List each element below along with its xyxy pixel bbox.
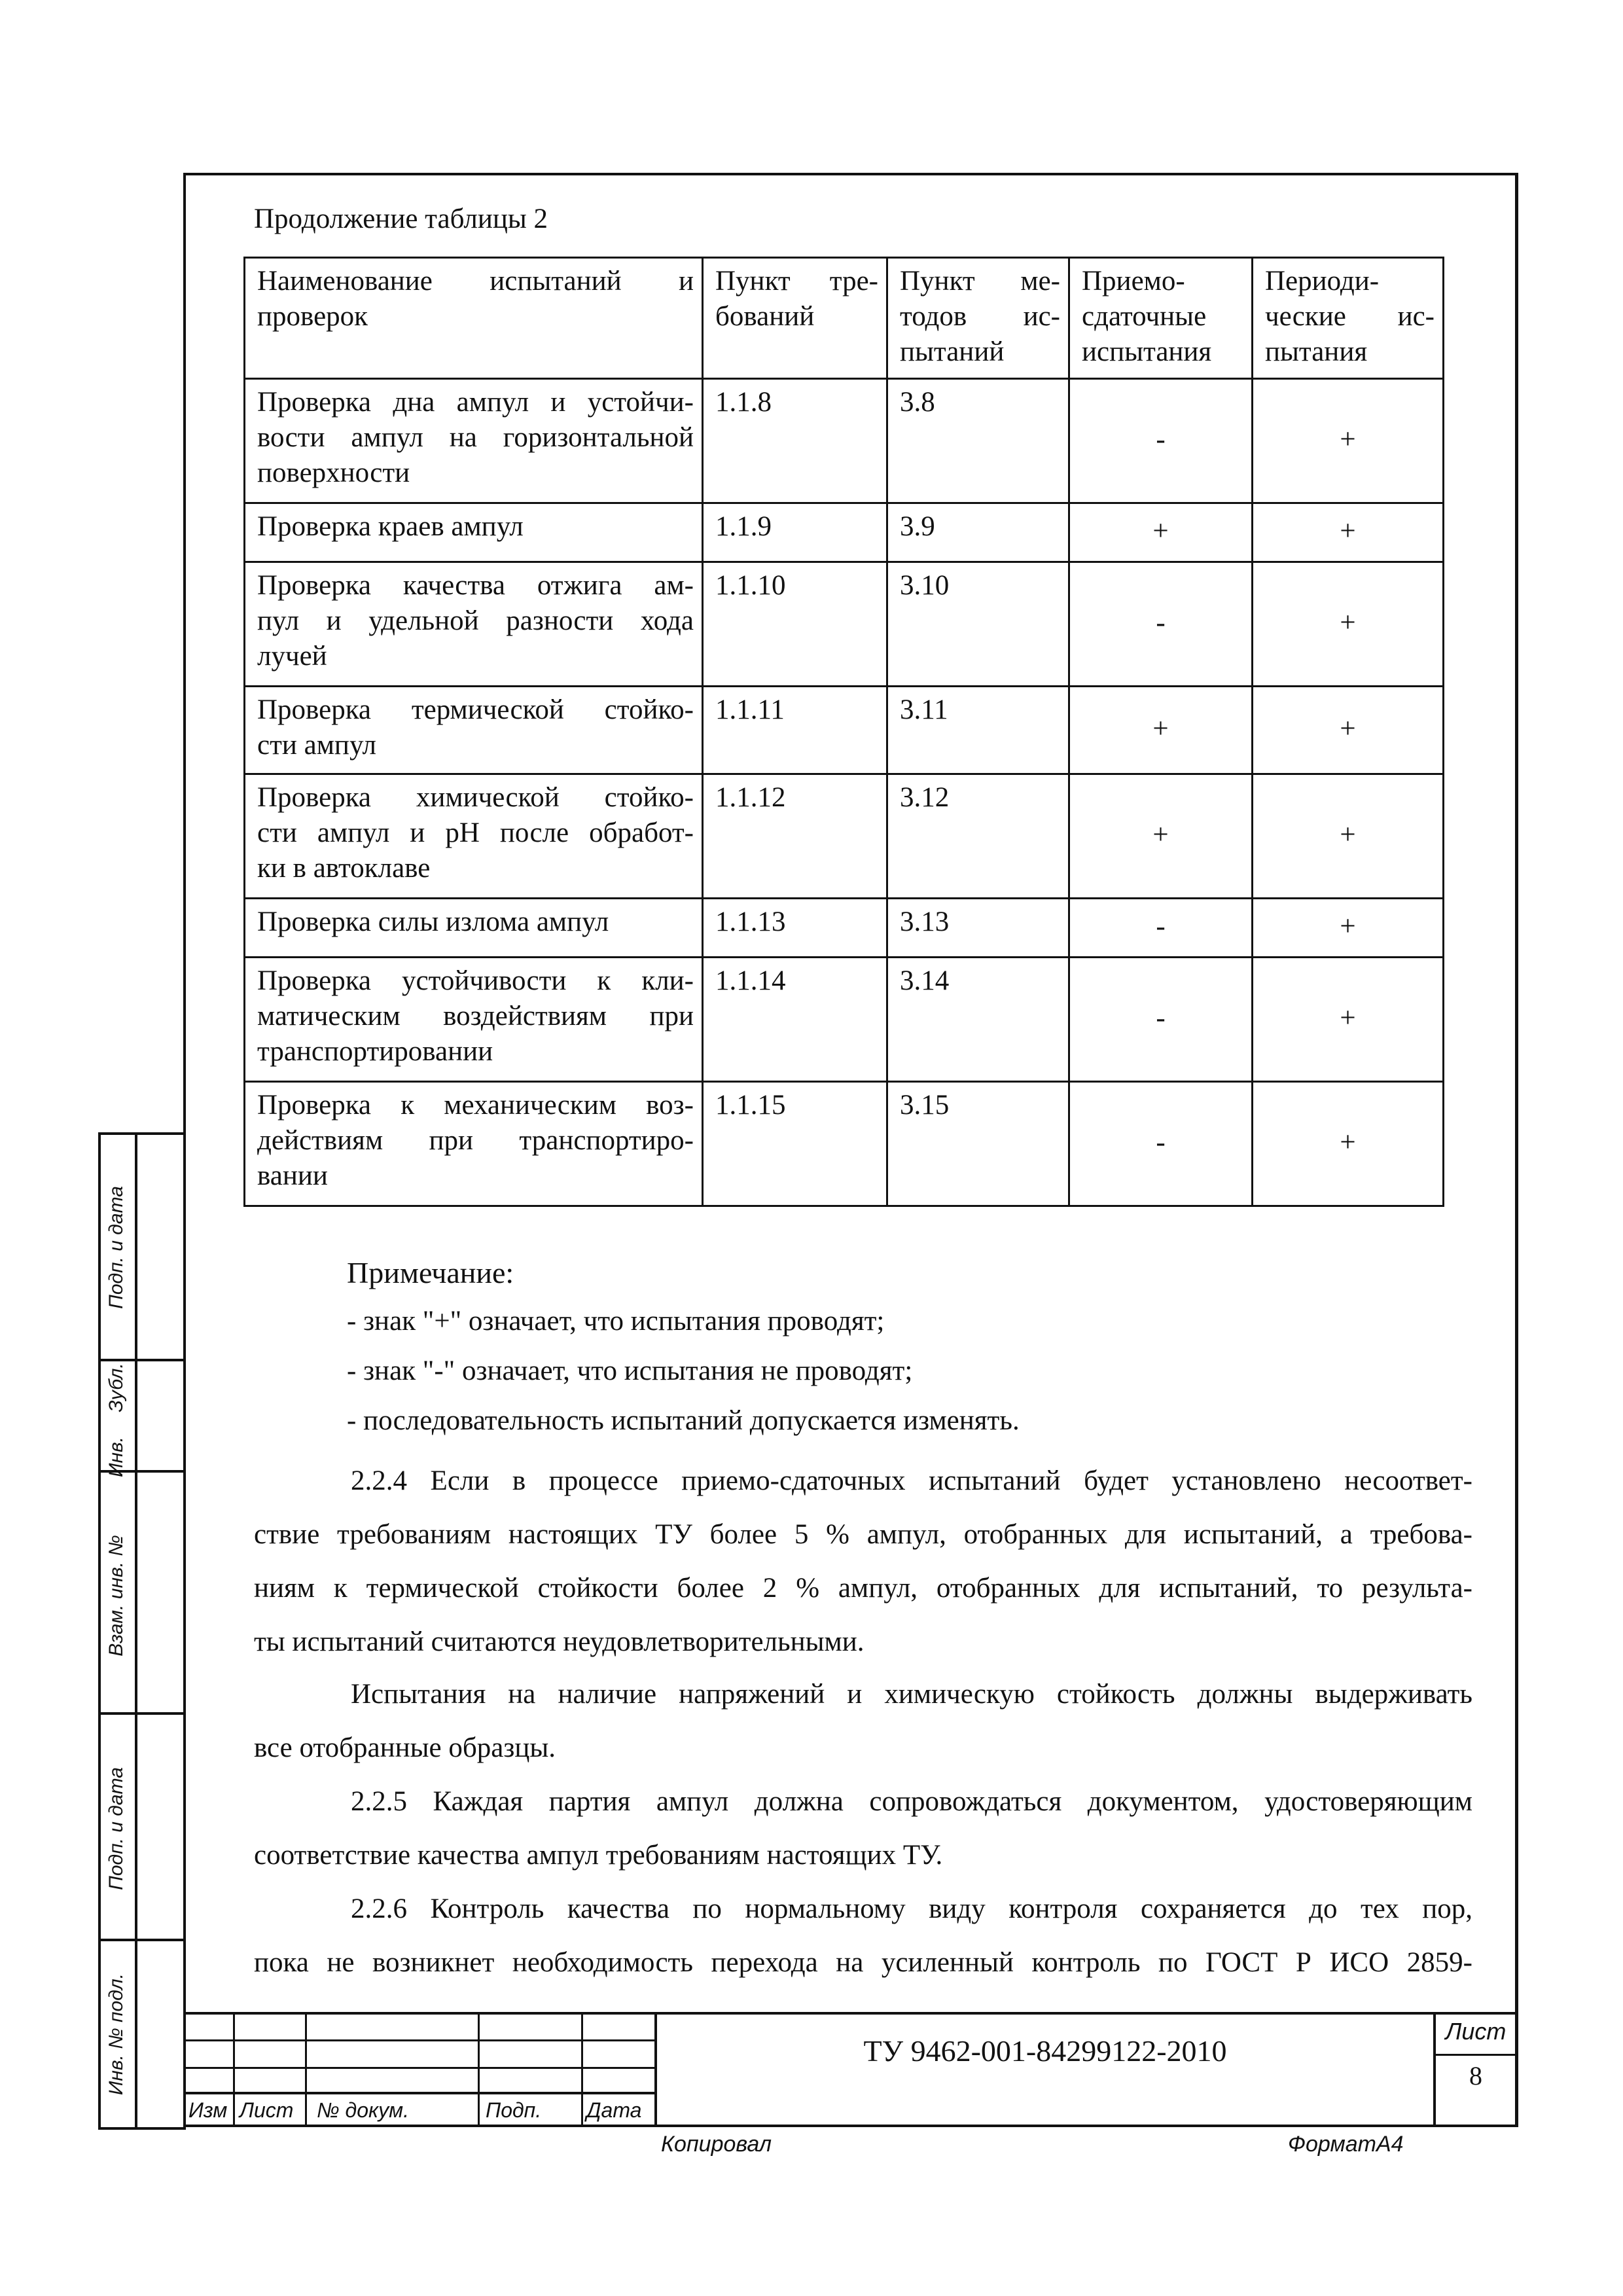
- cell-test-name: [245, 687, 703, 774]
- cell-line: матическим воздействиям при: [257, 1001, 694, 1031]
- cell-line: действиям при транспортиро-: [257, 1125, 694, 1156]
- cell-line: Проверка к механическим воз-: [257, 1090, 694, 1121]
- header-method: [887, 258, 1069, 379]
- para-line: ты испытаний считаются неудовлетворительными.: [254, 1626, 865, 1657]
- paragraph-2-2-6: [254, 1892, 1472, 1999]
- header-line: тодов ис-: [900, 301, 1060, 332]
- para-line: пока не возникнет необходимость перехода на усиленный контроль по ГОСТ Р ИСО 2859-: [254, 1947, 1472, 1978]
- col-label-sign: Подп.: [486, 2098, 542, 2122]
- cell-requirement: 1.1.15: [703, 1082, 887, 1206]
- table-caption: Продолжение таблицы 2: [254, 204, 548, 234]
- header-line: испытания: [1082, 336, 1212, 367]
- stamp-dubl: Зубл.: [105, 1363, 127, 1412]
- cell-requirement: 1.1.13: [703, 899, 887, 958]
- cell-requirement: 1.1.8: [703, 379, 887, 503]
- para-line: 2.2.6 Контроль качества по нормальному виду контроля сохраняется до тех пор,: [351, 1893, 1472, 1924]
- header-line: Наименование испытаний и: [257, 266, 694, 296]
- table-row: [245, 774, 1444, 899]
- header-line: Пункт тре-: [715, 266, 878, 296]
- header-line: Приемо-: [1082, 266, 1185, 296]
- cell-method: 3.9: [887, 503, 1069, 562]
- note-item: - знак "-" означает, что испытания не проводят;: [347, 1355, 913, 1386]
- table-row: [245, 562, 1444, 687]
- requirements-table: [243, 257, 1444, 1207]
- paragraph-2-2-5: [254, 1784, 1472, 1892]
- header-acceptance: [1069, 258, 1253, 379]
- cell-acceptance: -: [1069, 379, 1253, 503]
- stamp-sign-date-1: Подп. и дата: [105, 1186, 127, 1309]
- cell-acceptance: -: [1069, 958, 1253, 1082]
- cell-periodic: +: [1253, 562, 1444, 687]
- cell-method: 3.8: [887, 379, 1069, 503]
- cell-line: транспортировании: [257, 1036, 493, 1067]
- cell-line: вости ампул на горизонтальной: [257, 422, 694, 453]
- footer-format: ФорматА4: [1288, 2132, 1404, 2157]
- cell-requirement: 1.1.11: [703, 687, 887, 774]
- cell-requirement: 1.1.9: [703, 503, 887, 562]
- cell-acceptance: -: [1069, 899, 1253, 958]
- cell-acceptance: +: [1069, 503, 1253, 562]
- cell-line: вании: [257, 1160, 328, 1191]
- cell-method: 3.13: [887, 899, 1069, 958]
- para-line: 2.2.4 Если в процессе приемо-сдаточных испытаний будет установлено несоответ-: [351, 1465, 1472, 1496]
- cell-acceptance: -: [1069, 562, 1253, 687]
- header-periodic: [1253, 258, 1444, 379]
- cell-line: Проверка устойчивости к кли-: [257, 965, 694, 996]
- para-line: соответствие качества ампул требованиям настоящих ТУ.: [254, 1840, 943, 1871]
- para-line: 2.2.5 Каждая партия ампул должна сопровождаться документом, удостоверяющим: [351, 1786, 1472, 1817]
- cell-line: Проверка краев ампул: [257, 511, 524, 542]
- stamp-inv: Инв.: [105, 1437, 127, 1477]
- note-block: [347, 1255, 1459, 1439]
- para-line: ствие требованиям настоящих ТУ более 5 % ампул, отобранных для испытаний, а требова-: [254, 1519, 1472, 1550]
- cell-periodic: +: [1253, 899, 1444, 958]
- header-line: сдаточные: [1082, 301, 1207, 332]
- paragraph-2-2-4: [254, 1463, 1472, 1678]
- cell-line: поверхности: [257, 457, 410, 488]
- cell-periodic: +: [1253, 774, 1444, 899]
- cell-test-name: [245, 503, 703, 562]
- cell-line: сти ампул: [257, 730, 377, 761]
- cell-test-name: [245, 958, 703, 1082]
- table-row: [245, 899, 1444, 958]
- header-line: пытаний: [900, 336, 1005, 367]
- header-line: бований: [715, 301, 815, 332]
- sheet-number: 8: [1469, 2061, 1482, 2090]
- table-header-row: [245, 258, 1444, 379]
- cell-acceptance: +: [1069, 774, 1253, 899]
- cell-requirement: 1.1.14: [703, 958, 887, 1082]
- sheet-label: Лист: [1445, 2018, 1507, 2045]
- para-line: Испытания на наличие напряжений и химическую стойкость должны выдерживать: [351, 1679, 1472, 1710]
- cell-periodic: +: [1253, 687, 1444, 774]
- cell-acceptance: -: [1069, 1082, 1253, 1206]
- header-name: [245, 258, 703, 379]
- stamp-sign-date-2: Подп. и дата: [105, 1767, 127, 1890]
- cell-periodic: +: [1253, 379, 1444, 503]
- stamp-inv-orig: Инв. № подл.: [105, 1973, 127, 2096]
- note-item: - последовательность испытаний допускается изменять.: [347, 1405, 1020, 1436]
- table-row: [245, 379, 1444, 503]
- cell-test-name: [245, 774, 703, 899]
- para-line: ниям к термической стойкости более 2 % ампул, отобранных для испытаний, то результа-: [254, 1573, 1472, 1604]
- col-label-list: Лист: [240, 2098, 294, 2122]
- cell-method: 3.11: [887, 687, 1069, 774]
- footer-copied: Копировал: [661, 2132, 772, 2157]
- cell-method: 3.10: [887, 562, 1069, 687]
- header-line: пытания: [1265, 336, 1368, 367]
- cell-periodic: +: [1253, 958, 1444, 1082]
- paragraph-tests: [254, 1677, 1472, 1784]
- cell-requirement: 1.1.10: [703, 562, 887, 687]
- cell-line: Проверка химической стойко-: [257, 782, 694, 813]
- document-code: ТУ 9462-001-84299122-2010: [863, 2034, 1227, 2068]
- col-label-doc: № докум.: [317, 2098, 409, 2122]
- note-item: - знак "+" означает, что испытания проводят;: [347, 1306, 885, 1336]
- header-req: [703, 258, 887, 379]
- cell-test-name: [245, 899, 703, 958]
- cell-line: Проверка качества отжига ам-: [257, 570, 694, 601]
- header-line: ческие ис-: [1265, 301, 1435, 332]
- cell-method: 3.15: [887, 1082, 1069, 1206]
- header-line: Пункт ме-: [900, 266, 1060, 296]
- cell-test-name: [245, 379, 703, 503]
- table-row: [245, 958, 1444, 1082]
- table-row: [245, 503, 1444, 562]
- note-title: Примечание:: [347, 1256, 514, 1289]
- para-line: все отобранные образцы.: [254, 1732, 556, 1763]
- cell-method: 3.14: [887, 958, 1069, 1082]
- table-row: [245, 687, 1444, 774]
- table-row: [245, 1082, 1444, 1206]
- stamp-replace-inv: Взам. инв. №: [105, 1535, 127, 1657]
- col-label-date: Дата: [586, 2098, 642, 2122]
- cell-method: 3.12: [887, 774, 1069, 899]
- header-line: Периоди-: [1265, 266, 1380, 296]
- cell-line: сти ампул и pH после обработ-: [257, 817, 694, 848]
- cell-line: Проверка силы излома ампул: [257, 906, 609, 937]
- col-label-izm: Изм: [188, 2098, 228, 2122]
- cell-line: ки в автоклаве: [257, 853, 431, 884]
- cell-acceptance: +: [1069, 687, 1253, 774]
- header-line: проверок: [257, 301, 368, 332]
- cell-line: Проверка дна ампул и устойчи-: [257, 387, 694, 418]
- cell-periodic: +: [1253, 1082, 1444, 1206]
- cell-line: пул и удельной разности хода: [257, 605, 694, 636]
- cell-line: Проверка термической стойко-: [257, 694, 694, 725]
- cell-requirement: 1.1.12: [703, 774, 887, 899]
- cell-periodic: +: [1253, 503, 1444, 562]
- cell-test-name: [245, 1082, 703, 1206]
- cell-line: лучей: [257, 641, 327, 672]
- cell-test-name: [245, 562, 703, 687]
